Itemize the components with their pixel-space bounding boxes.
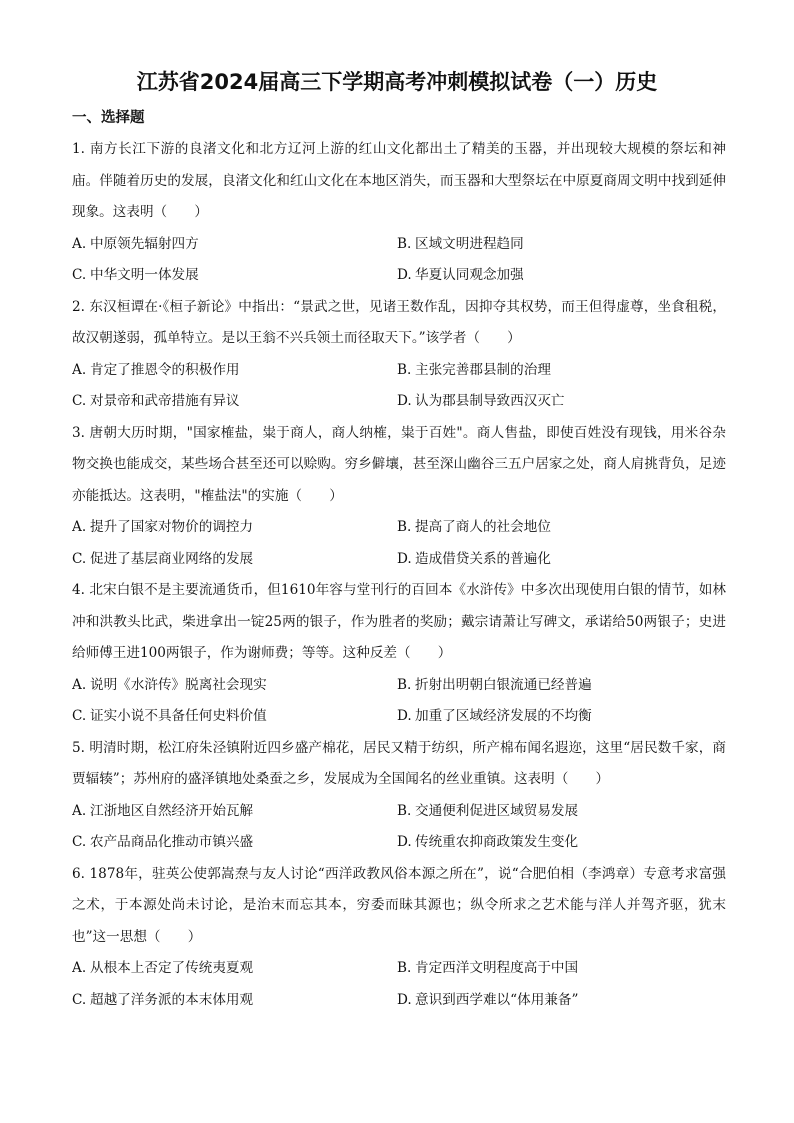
- option-a[interactable]: [72, 229, 392, 261]
- option-letter: B.: [397, 960, 412, 976]
- question-stem: 6. 1878年，驻英公使郭嵩焘与友人讨论“西洋政教风俗本源之所在”，说“合肥伯相（李鸿章）专意考求富强之术，于本源处尚未讨论，是治末而忘其本，穷委而昧其源也；纵令所求之艺术能与洋人并驾齐驱，犹末也”这一思想（ ）: [72, 865, 726, 945]
- option-letter: C.: [72, 991, 87, 1008]
- option-text: 中华文明一体发展: [90, 267, 199, 283]
- option-text: 提升了国家对物价的调控力: [90, 519, 254, 535]
- option-d[interactable]: [397, 544, 717, 576]
- option-text: 折射出明朝白银流通已经普遍: [415, 676, 592, 693]
- option-text: 中原领先辐射四方: [90, 235, 199, 252]
- question-stem: 5. 明清时期，松江府朱泾镇附近四乡盛产棉花，居民又精于纺织，所产棉布闻名遐迩，这里“居民数千家，商贾辐辏”；苏州府的盛泽镇地处桑蚕之乡，发展成为全国闻名的丝业重镇。这表明（ ）: [72, 739, 726, 787]
- option-letter: B.: [397, 235, 412, 252]
- option-text: 交通便利促进区域贸易发展: [415, 802, 579, 819]
- option-text: 江浙地区自然经济开始瓦解: [90, 802, 254, 819]
- option-letter: A.: [72, 519, 87, 535]
- question-4: [72, 575, 726, 733]
- option-letter: A.: [72, 802, 87, 819]
- option-letter: B.: [397, 676, 412, 693]
- option-d[interactable]: [397, 827, 717, 859]
- option-text: 造成借贷关系的普遍化: [415, 550, 551, 567]
- option-letter: A.: [72, 235, 87, 252]
- option-group: [72, 796, 726, 859]
- question-1: [72, 134, 726, 292]
- option-text: 证实小说不具备任何史料价值: [90, 708, 267, 724]
- option-letter: C.: [72, 393, 87, 409]
- option-text: 主张完善郡县制的治理: [415, 361, 551, 378]
- option-c[interactable]: [72, 544, 392, 576]
- option-c[interactable]: [72, 985, 392, 1017]
- option-b[interactable]: [397, 229, 717, 261]
- option-b[interactable]: [397, 355, 717, 387]
- option-b[interactable]: [397, 512, 717, 544]
- option-text: 传统重农抑商政策发生变化: [415, 834, 579, 850]
- option-text: 农产品商品化推动市镇兴盛: [90, 834, 254, 850]
- option-letter: A.: [72, 676, 87, 693]
- option-a[interactable]: [72, 670, 392, 702]
- option-c[interactable]: [72, 701, 392, 733]
- option-letter: C.: [72, 267, 87, 283]
- option-d[interactable]: [397, 985, 717, 1017]
- option-group: [72, 512, 726, 575]
- option-d[interactable]: [397, 386, 717, 418]
- option-c[interactable]: [72, 260, 392, 292]
- question-5: [72, 733, 726, 859]
- option-letter: D.: [397, 834, 412, 850]
- option-text: 对景帝和武帝措施有异议: [90, 393, 240, 409]
- option-c[interactable]: [72, 386, 392, 418]
- option-letter: B.: [397, 361, 412, 378]
- option-text: 区域文明进程趋同: [415, 235, 524, 252]
- page-title: 江苏省2024届高三下学期高考冲刺模拟试卷（一）历史: [136, 70, 658, 94]
- option-a[interactable]: [72, 796, 392, 828]
- option-group: [72, 953, 726, 1016]
- section-heading: 一、选择题: [72, 110, 145, 126]
- option-text: 意识到西学难以“体用兼备”: [415, 991, 579, 1008]
- option-d[interactable]: [397, 701, 717, 733]
- question-stem: 4. 北宋白银不是主要流通货币，但1610年容与堂刊行的百回本《水浒传》中多次出现使用白银的情节，如林冲和洪教头比武，柴进拿出一锭25两的银子，作为胜者的奖励；戴宗请萧让写碑文，承诺给50两银子；史进给师傅王进100两银子，作为谢师费；等等。这种反差（ ）: [72, 582, 726, 661]
- option-text: 提高了商人的社会地位: [415, 519, 551, 535]
- option-letter: D.: [397, 393, 412, 409]
- option-text: 从根本上否定了传统夷夏观: [90, 960, 254, 976]
- question-3: [72, 418, 726, 576]
- option-letter: D.: [397, 708, 412, 724]
- option-a[interactable]: [72, 355, 392, 387]
- option-text: 加重了区域经济发展的不均衡: [415, 708, 592, 724]
- option-letter: A.: [72, 960, 87, 976]
- option-b[interactable]: [397, 796, 717, 828]
- option-group: [72, 355, 726, 418]
- option-a[interactable]: [72, 953, 392, 985]
- question-stem: 3. 唐朝大历时期，"国家榷盐，粜于商人，商人纳榷，粜于百姓"。商人售盐，即使百姓没有现钱，用米谷杂物交换也能成交，某些场合甚至还可以赊购。穷乡僻壤，甚至深山幽谷三五户居家之处，商人肩挑背负，足迹亦能抵达。这表明，"榷盐法"的实施（ ）: [72, 424, 726, 504]
- question-2: [72, 292, 726, 418]
- option-letter: D.: [397, 267, 412, 283]
- option-b[interactable]: [397, 670, 717, 702]
- option-letter: A.: [72, 361, 87, 378]
- option-text: 说明《水浒传》脱离社会现实: [90, 676, 267, 693]
- option-group: [72, 229, 726, 292]
- question-stem: 2. 东汉桓谭在·《桓子新论》中指出：“景武之世，见诸王数作乱，因抑夺其权势，而王但得虚尊，坐食租税，故汉朝遂弱，孤单特立。是以王翁不兴兵领土而径取天下。”该学者（ ）: [72, 298, 726, 346]
- option-c[interactable]: [72, 827, 392, 859]
- option-d[interactable]: [397, 260, 717, 292]
- option-letter: D.: [397, 991, 412, 1008]
- option-letter: B.: [397, 519, 412, 535]
- option-b[interactable]: [397, 953, 717, 985]
- option-letter: D.: [397, 550, 412, 567]
- option-text: 肯定了推恩令的积极作用: [90, 361, 240, 378]
- question-6: [72, 859, 726, 1017]
- option-text: 认为郡县制导致西汉灭亡: [415, 393, 565, 409]
- option-letter: C.: [72, 834, 87, 850]
- option-a[interactable]: [72, 512, 392, 544]
- question-list: [72, 134, 726, 1016]
- option-text: 促进了基层商业网络的发展: [90, 550, 254, 567]
- option-text: 超越了洋务派的本末体用观: [90, 991, 254, 1008]
- option-text: 华夏认同观念加强: [415, 267, 524, 283]
- option-letter: C.: [72, 708, 87, 724]
- option-letter: C.: [72, 550, 87, 567]
- option-text: 肯定西洋文明程度高于中国: [415, 960, 579, 976]
- option-letter: B.: [397, 802, 412, 819]
- question-stem: 1. 南方长江下游的良渚文化和北方辽河上游的红山文化都出土了精美的玉器，并出现较大规模的祭坛和神庙。伴随着历史的发展，良渚文化和红山文化在本地区消失，而玉器和大型祭坛在中原夏商周文明中找到延伸现象。这表明（ ）: [72, 141, 726, 220]
- option-group: [72, 670, 726, 733]
